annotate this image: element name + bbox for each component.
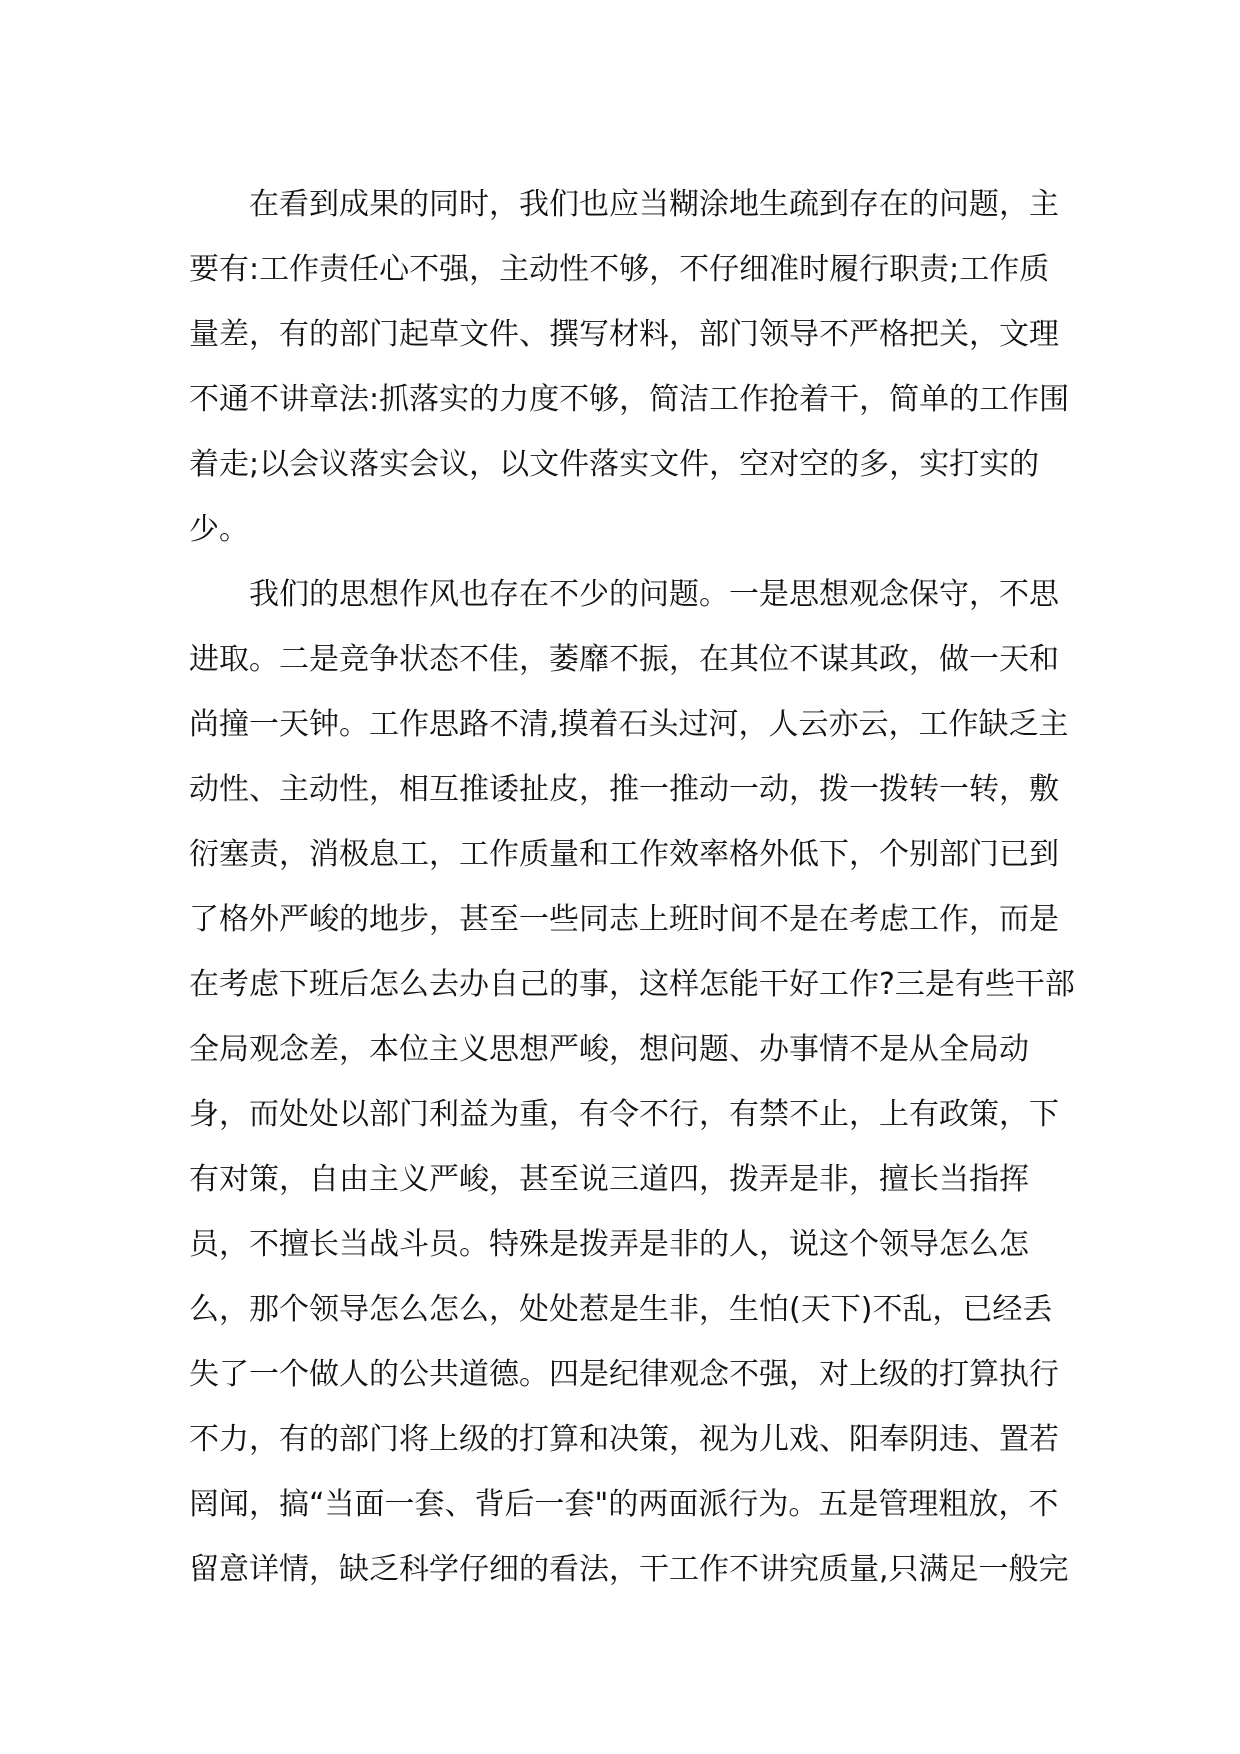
paragraph-1 (189, 172, 1070, 562)
text-line: 衍塞责，消极息工，工作质量和工作效率格外低下，个别部门已到 (189, 837, 1059, 872)
text-line: 动性、主动性，相互推诿扯皮，推一推动一动，拨一拨转一转，敷 (189, 772, 1059, 807)
text-line: 员，不擅长当战斗员。特殊是拨弄是非的人，说这个领导怎么怎 (189, 1227, 1029, 1262)
text-line: 在考虑下班后怎么去办自己的事，这样怎能干好工作?三是有些干部 (189, 967, 1075, 1002)
text-line: 着走;以会议落实会议，以文件落实文件，空对空的多，实打实的 (189, 447, 1040, 482)
text-line: 在看到成果的同时，我们也应当糊涂地生疏到存在的问题，主 (249, 187, 1059, 222)
text-line: 罔闻，搞“当面一套、背后一套"的两面派行为。五是管理粗放，不 (189, 1487, 1059, 1522)
text-line: 我们的思想作风也存在不少的问题。一是思想观念保守，不思 (249, 577, 1059, 612)
text-line: 进取。二是竞争状态不佳，萎靡不振，在其位不谋其政，做一天和 (189, 642, 1059, 677)
text-line: 不通不讲章法:抓落实的力度不够，简洁工作抢着干，简单的工作围 (189, 382, 1070, 417)
text-line: 量差，有的部门起草文件、撰写材料，部门领导不严格把关，文理 (189, 317, 1059, 352)
text-line: 尚撞一天钟。工作思路不清,摸着石头过河，人云亦云，工作缺乏主 (189, 707, 1069, 742)
paragraph-2 (189, 562, 1075, 1602)
text-line: 要有:工作责任心不强，主动性不够，不仔细准时履行职责;工作质 (189, 252, 1050, 287)
text-line: 失了一个做人的公共道德。四是纪律观念不强，对上级的打算执行 (189, 1357, 1059, 1392)
text-line: 全局观念差，本位主义思想严峻，想问题、办事情不是从全局动 (189, 1032, 1029, 1067)
text-line: 身，而处处以部门利益为重，有令不行，有禁不止，上有政策，下 (189, 1097, 1059, 1132)
text-line: 么，那个领导怎么怎么，处处惹是生非，生怕(天下)不乱，已经丢 (189, 1292, 1053, 1327)
text-line: 不力，有的部门将上级的打算和决策，视为儿戏、阳奉阴违、置若 (189, 1422, 1059, 1457)
text-line: 有对策，自由主义严峻，甚至说三道四，拨弄是非，擅长当指挥 (189, 1162, 1029, 1197)
text-line: 留意详情，缺乏科学仔细的看法，干工作不讲究质量,只满足一般完 (189, 1552, 1069, 1587)
document-body (189, 172, 1075, 1602)
text-line: 少。 (189, 512, 249, 547)
text-line: 了格外严峻的地步，甚至一些同志上班时间不是在考虑工作，而是 (189, 902, 1059, 937)
